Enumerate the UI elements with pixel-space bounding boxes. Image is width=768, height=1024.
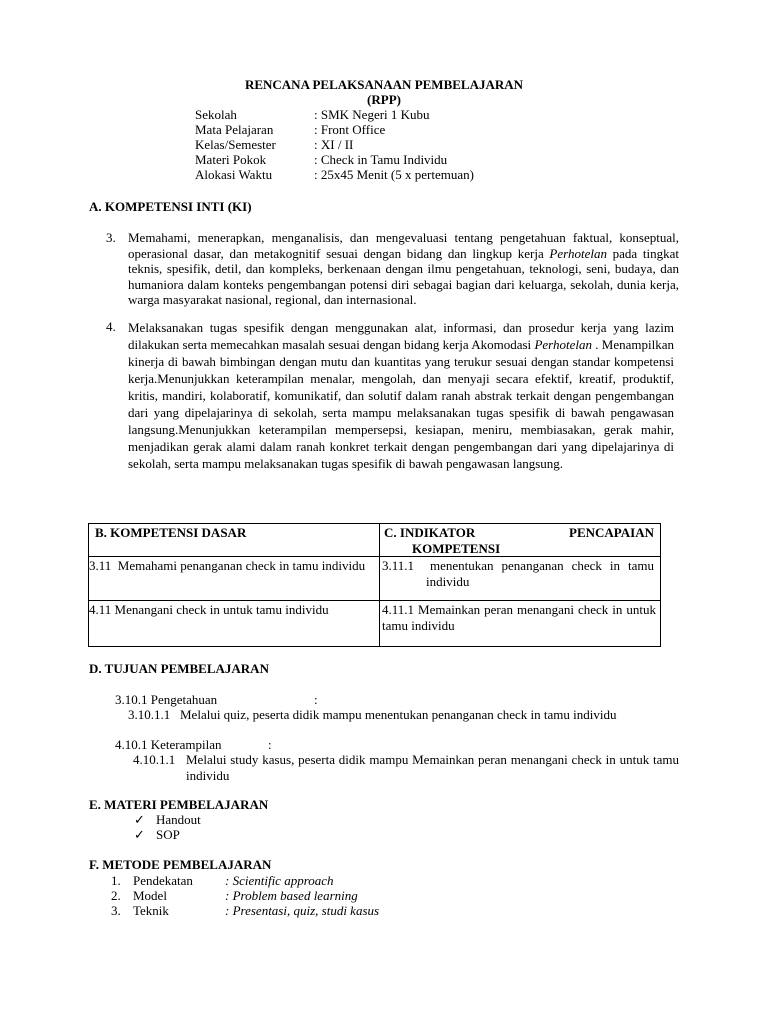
info-row-mapel bbox=[195, 122, 385, 138]
table-row bbox=[89, 557, 661, 601]
info-value: : Front Office bbox=[314, 122, 386, 137]
metode-number: 2. bbox=[111, 888, 121, 903]
info-label: Kelas/Semester bbox=[195, 137, 276, 152]
ki3-text-part: Memahami, menerapkan, menganalisis, dan mengevaluasi tentang pengetahuan faktual, konseptual, operasional dasar, dan metakognitif sesuai dengan bidang dan lingkup kerja bbox=[128, 230, 679, 261]
info-value: : XI / II bbox=[314, 137, 354, 152]
materi-item: SOP bbox=[156, 827, 180, 842]
checkmark-icon: ✓ bbox=[134, 827, 145, 842]
ki4-italic: Perhotelan bbox=[534, 337, 592, 352]
table-header-kd: B. KOMPETENSI DASAR bbox=[89, 524, 380, 557]
kd-indicator-table bbox=[88, 523, 661, 647]
tujuan-keterampilan-colon: : bbox=[268, 737, 272, 752]
metode-label: Teknik bbox=[133, 903, 169, 918]
tujuan-keterampilan-label: 4.10.1 Keterampilan bbox=[115, 737, 222, 752]
tujuan-sub-text-block bbox=[180, 707, 679, 723]
indikator-number: 3.11.1 bbox=[382, 558, 415, 573]
tujuan-sub-text-2: Melalui study kasus, peserta didik mampu Memainkan peran menangani check in untuk tamu individu bbox=[186, 752, 679, 783]
metode-number: 1. bbox=[111, 873, 121, 888]
table-cell-indikator: 4.11.1 Memainkan peran menangani check in untuk tamu individu bbox=[380, 601, 661, 647]
doc-title: RENCANA PELAKSANAAN PEMBELAJARAN bbox=[244, 77, 524, 92]
header-c-word1: C. INDIKATOR bbox=[384, 525, 476, 540]
ki4-text-part: Melaksanakan tugas spesifik dengan menggunakan alat, informasi, dan prosedur kerja yang lazim dilakukan serta memecahkan masalah sesuai dengan bidang kerja Akomodasi bbox=[128, 320, 674, 352]
ki3-number: 3. bbox=[106, 230, 116, 245]
tujuan-pengetahuan-colon: : bbox=[314, 692, 318, 707]
ki3-text bbox=[128, 230, 679, 308]
checkmark-icon: ✓ bbox=[134, 812, 145, 827]
section-a-heading: A. KOMPETENSI INTI (KI) bbox=[89, 199, 252, 214]
table-cell-indikator bbox=[380, 557, 661, 601]
table-cell-kd: 4.11 Menangani check in untuk tamu individu bbox=[89, 601, 380, 647]
metode-label: Pendekatan bbox=[133, 873, 193, 888]
ki4-number: 4. bbox=[106, 319, 116, 334]
list-item bbox=[134, 812, 201, 828]
info-label: Alokasi Waktu bbox=[195, 167, 273, 182]
tujuan-sub-number: 3.10.1.1 bbox=[128, 707, 171, 722]
tujuan-sub-number: 4.10.1.1 bbox=[133, 752, 176, 767]
ki3-italic: Perhotelan bbox=[549, 245, 607, 261]
section-d-heading: D. TUJUAN PEMBELAJARAN bbox=[89, 661, 269, 676]
section-e-heading: E. MATERI PEMBELAJARAN bbox=[89, 797, 269, 812]
table-row bbox=[89, 601, 661, 647]
metode-value: : Problem based learning bbox=[225, 888, 358, 903]
info-row-materi bbox=[195, 152, 447, 168]
indikator-text: menentukan penanganan check in tamu individu bbox=[426, 558, 655, 589]
header-c-word2: PENCAPAIAN bbox=[569, 525, 654, 540]
kd-text: Memahami penanganan check in tamu individu bbox=[117, 558, 366, 573]
materi-item: Handout bbox=[156, 812, 201, 827]
info-row-kelas bbox=[195, 137, 353, 153]
info-label: Mata Pelajaran bbox=[195, 122, 274, 137]
kd-number: 3.11 bbox=[89, 558, 112, 573]
metode-number: 3. bbox=[111, 903, 121, 918]
ki4-text-part: . Menampilkan kinerja di bawah bimbingan dengan mutu dan kuantitas yang terukur sesuai dengan standar kompetensi kerja.Menunjukkan keterampilan menalar, mengolah, dan menyaji secara efektif, kreatif, produktif, kritis, mandiri, kolaboratif, komunikatif, dan solutif dalam ranah abstrak terkait dengan pengembangan dari yang dipelajarinya di sekolah, serta mampu melaksanakan tugas spesifik di bawah pengawasan langsung.Menunjukkan keterampilan mempersepsi, kesiapan, meniru, membiasakan, gerak mahir, menjadikan gerak alami dalam ranah konkret terkait dengan pengembangan dari yang dipelajarinya di sekolah, serta mampu melaksanakan tugas spesifik di bawah pengawasan langsung. bbox=[128, 337, 674, 471]
info-value: : SMK Negeri 1 Kubu bbox=[314, 107, 430, 122]
section-f-heading: F. METODE PEMBELAJARAN bbox=[89, 857, 272, 872]
info-label: Materi Pokok bbox=[195, 152, 267, 167]
table-header-row bbox=[89, 524, 661, 557]
header-c-word3: KOMPETENSI bbox=[412, 540, 501, 556]
tujuan-sub-text-1: Melalui quiz, peserta didik mampu menentukan penanganan check in tamu individu bbox=[180, 707, 617, 722]
ki4-text bbox=[128, 319, 674, 472]
info-row-sekolah bbox=[195, 107, 430, 123]
info-row-alokasi bbox=[195, 167, 474, 183]
ki3-text-part: pada tingkat teknis, spesifik, detil, dan kompleks, berkenaan dengan ilmu pengetahuan, teknologi, seni, budaya, dan humaniora dalam konteks pengembangan potensi diri sebagai bagian dari keluarga, sekolah, dunia kerja, warga masyarakat nasional, regional, dan internasional. bbox=[128, 245, 679, 307]
tujuan-pengetahuan-label: 3.10.1 Pengetahuan bbox=[115, 692, 218, 707]
table-header-indikator bbox=[380, 524, 661, 557]
metode-value: : Scientific approach bbox=[225, 873, 334, 888]
info-label: Sekolah bbox=[195, 107, 237, 122]
doc-subtitle: (RPP) bbox=[367, 92, 401, 107]
list-item bbox=[134, 827, 180, 843]
metode-value: : Presentasi, quiz, studi kasus bbox=[225, 903, 380, 918]
metode-label: Model bbox=[133, 888, 167, 903]
info-value: : Check in Tamu Individu bbox=[314, 152, 448, 167]
tujuan-sub-text-block bbox=[186, 752, 679, 783]
info-value: : 25x45 Menit (5 x pertemuan) bbox=[314, 167, 474, 182]
table-cell-kd bbox=[89, 557, 380, 601]
